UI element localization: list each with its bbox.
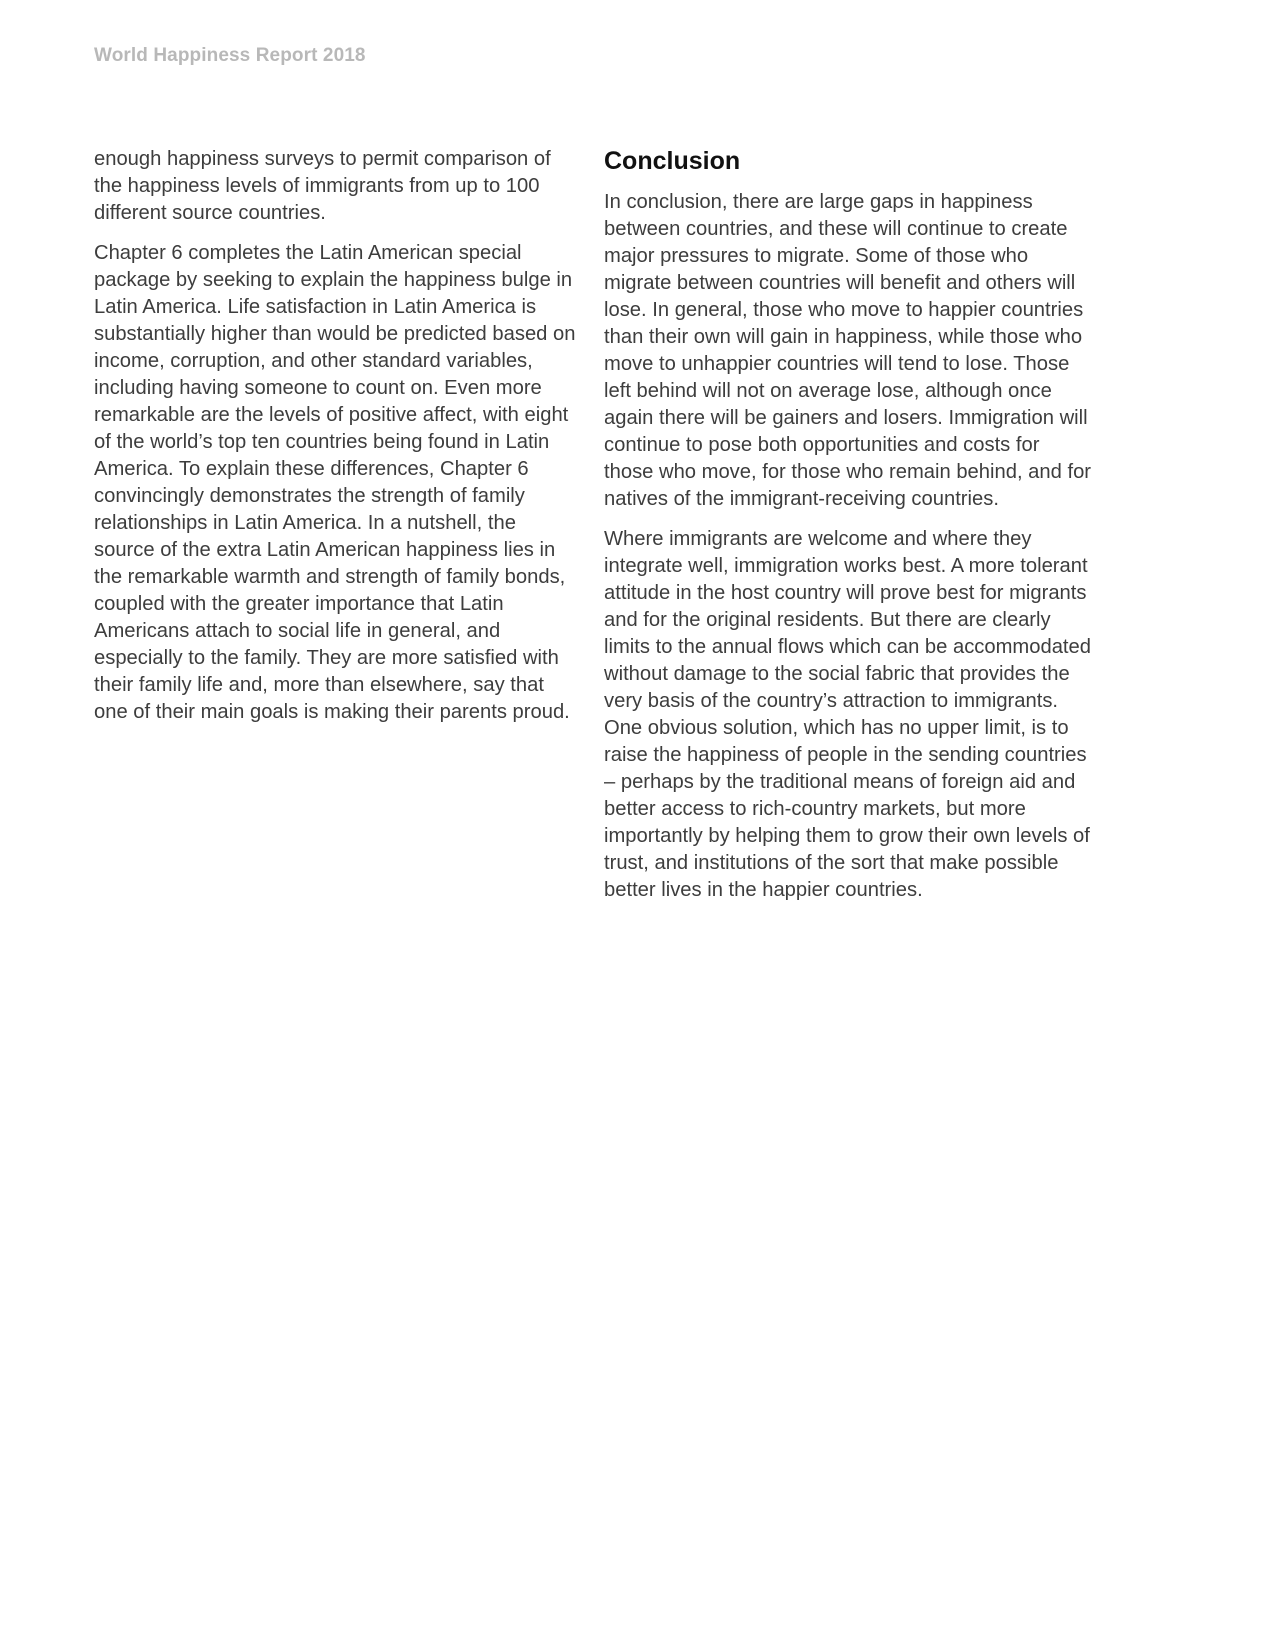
running-header-title: World Happiness Report 2018 [94,45,366,66]
left-column [94,146,582,739]
section-heading-conclusion: Conclusion [604,147,741,175]
paragraph: In conclusion, there are large gaps in happiness between countries, and these will continue to create major pressures to migrate. Some of those who migrate between countries will benefit and others will lose. In general, those who move to happier countries than their own will gain in happiness, while those who move to unhappier countries will tend to lose. Those left behind will not on average lose, although once again there will be gainers and losers. Immigration will continue to pose both opportunities and costs for those who move, for those who remain behind, and for natives of the immigrant-receiving countries. [604,191,1092,510]
paragraph: Where immigrants are welcome and where they integrate well, immigration works best. A more tolerant attitude in the host country will prove best for migrants and for the original residents. But there are clearly limits to the annual flows which can be accommodated without damage to the social fabric that provides the very basis of the country’s attraction to immigrants. One obvious solution, which has no upper limit, is to raise the happiness of people in the sending countries – perhaps by the traditional means of foreign aid and better access to rich-country markets, but more importantly by helping them to grow their own levels of trust, and institutions of the sort that make possible better lives in the happier countries. [604,528,1091,901]
right-column [604,146,1092,917]
paragraph: Chapter 6 completes the Latin American special package by seeking to explain the happiness bulge in Latin America. Life satisfaction in Latin America is substantially higher than would be predicted based on income, corruption, and other standard variables, including having someone to count on. Even more remarkable are the levels of positive affect, with eight of the world’s top ten countries being found in Latin America. To explain these differences, Chapter 6 convincingly demonstrates the strength of family relationships in Latin America. In a nutshell, the source of the extra Latin American happiness lies in the remarkable warmth and strength of family bonds, coupled with the greater importance that Latin Americans attach to social life in general, and especially to the family. They are more satisfied with their family life and, more than elsewhere, say that one of their main goals is making their parents proud. [94,242,576,723]
paragraph: enough happiness surveys to permit comparison of the happiness levels of immigrants from up to 100 different source countries. [94,148,551,224]
